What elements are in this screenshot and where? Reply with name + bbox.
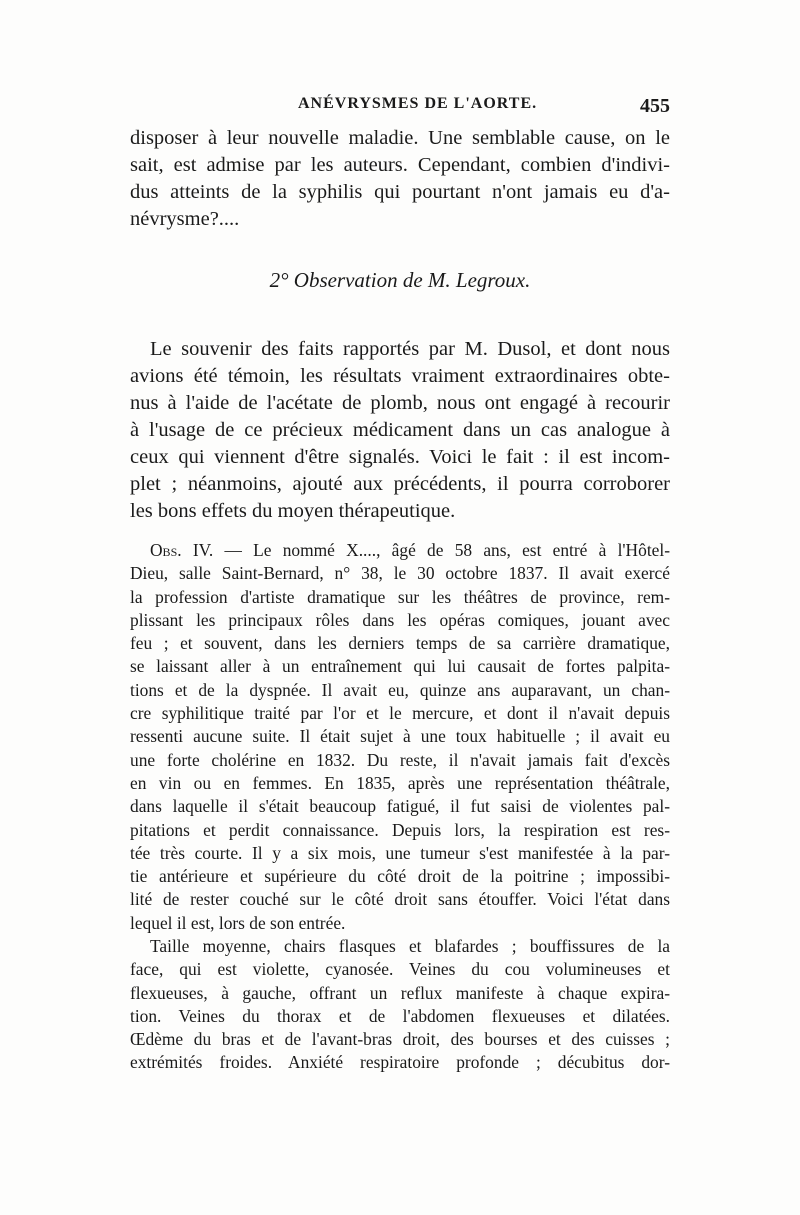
- observation-label: Obs. IV.: [150, 540, 214, 560]
- text-line: nus à l'aide de l'acétate de plomb, nous ont engagé à recourir: [130, 392, 670, 414]
- text-line: lequel il est, lors de son entrée.: [130, 912, 346, 933]
- text-line: Œdème du bras et de l'avant-bras droit, des bourses et des cuisses ;: [130, 1029, 670, 1050]
- text-line: Dieu, salle Saint-Bernard, n° 38, le 30 octobre 1837. Il avait exercé: [130, 563, 670, 584]
- text-line: en vin ou en femmes. En 1835, après une représentation théâtrale,: [130, 772, 670, 793]
- page-header: [130, 95, 670, 121]
- text-line: pitations et perdit connaissance. Depuis lors, la respiration est res-: [130, 819, 670, 840]
- text-line: une forte cholérine en 1832. Du reste, il n'avait jamais fait d'excès: [130, 749, 670, 770]
- text-line: face, qui est violette, cyanosée. Veines du cou volumineuses et: [130, 959, 670, 980]
- text-line: plissant les principaux rôles dans les opéras comiques, jouant avec: [130, 609, 670, 630]
- text-line: dans laquelle il s'était beaucoup fatigué, il fut saisi de violentes pal-: [130, 796, 670, 817]
- text-line: flexueuses, à gauche, offrant un reflux manifeste à chaque expira-: [130, 982, 670, 1003]
- text-line: cre syphilitique traité par l'or et le mercure, et dont il n'avait depuis: [130, 703, 670, 724]
- text-line: la profession d'artiste dramatique sur les théâtres de province, rem-: [130, 586, 670, 607]
- text-line: avions été témoin, les résultats vraiment extraordinaires obte-: [130, 365, 670, 387]
- text-line: [130, 539, 670, 562]
- text-line: lité de rester couché sur le côté droit sans étouffer. Voici l'état dans: [130, 889, 670, 910]
- text-line: tion. Veines du thorax et de l'abdomen flexueuses et dilatées.: [130, 1005, 670, 1026]
- text-line: ressenti aucune suite. Il était sujet à une toux habituelle ; il avait eu: [130, 726, 670, 747]
- running-title: ANÉVRYSMES DE L'AORTE.: [298, 95, 538, 112]
- text-line: tée très courte. Il y a six mois, une tumeur s'est manifestée à la par-: [130, 842, 670, 863]
- text-line: à l'usage de ce précieux médicament dans un cas analogue à: [130, 419, 670, 441]
- text-line: plet ; néanmoins, ajouté aux précédents, il pourra corroborer: [130, 473, 670, 495]
- observation-iv: [130, 539, 670, 935]
- text-line: Le souvenir des faits rapportés par M. Dusol, et dont nous: [150, 338, 670, 360]
- text-line: tions et de la dyspnée. Il avait eu, quinze ans auparavant, un chan-: [130, 679, 670, 700]
- text-line: tie antérieure et supérieure du côté droit de la poitrine ; impossibi-: [130, 866, 670, 887]
- text-line: dus atteints de la syphilis qui pourtant n'ont jamais eu d'a-: [130, 181, 670, 203]
- paragraph-taille: [130, 935, 670, 1075]
- page-number: 455: [640, 95, 670, 117]
- text-line: Taille moyenne, chairs flasques et blafardes ; bouffissures de la: [150, 936, 670, 956]
- text-line: se laissant aller à un entraînement qui lui causait de fortes palpita-: [130, 656, 670, 677]
- text-line: les bons effets du moyen thérapeutique.: [130, 500, 456, 522]
- section-title: 2° Observation de M. Legroux.: [269, 268, 531, 292]
- paragraph-intro: [130, 125, 670, 233]
- text-line: extrémités froides. Anxiété respiratoire profonde ; décubitus dor-: [130, 1052, 670, 1073]
- text-line: ceux qui viennent d'être signalés. Voici le fait : il est incom-: [130, 446, 670, 468]
- text-line: disposer à leur nouvelle maladie. Une semblable cause, on le: [130, 127, 670, 149]
- text-line: sait, est admise par les auteurs. Cependant, combien d'indivi-: [130, 154, 670, 176]
- observation-first-line: — Le nommé X...., âgé de 58 ans, est entré à l'Hôtel-: [213, 540, 670, 560]
- text-line: névrysme?....: [130, 208, 240, 230]
- paragraph-souvenir: [130, 336, 670, 525]
- text-line: feu ; et souvent, dans les derniers temps de sa carrière dramatique,: [130, 633, 670, 654]
